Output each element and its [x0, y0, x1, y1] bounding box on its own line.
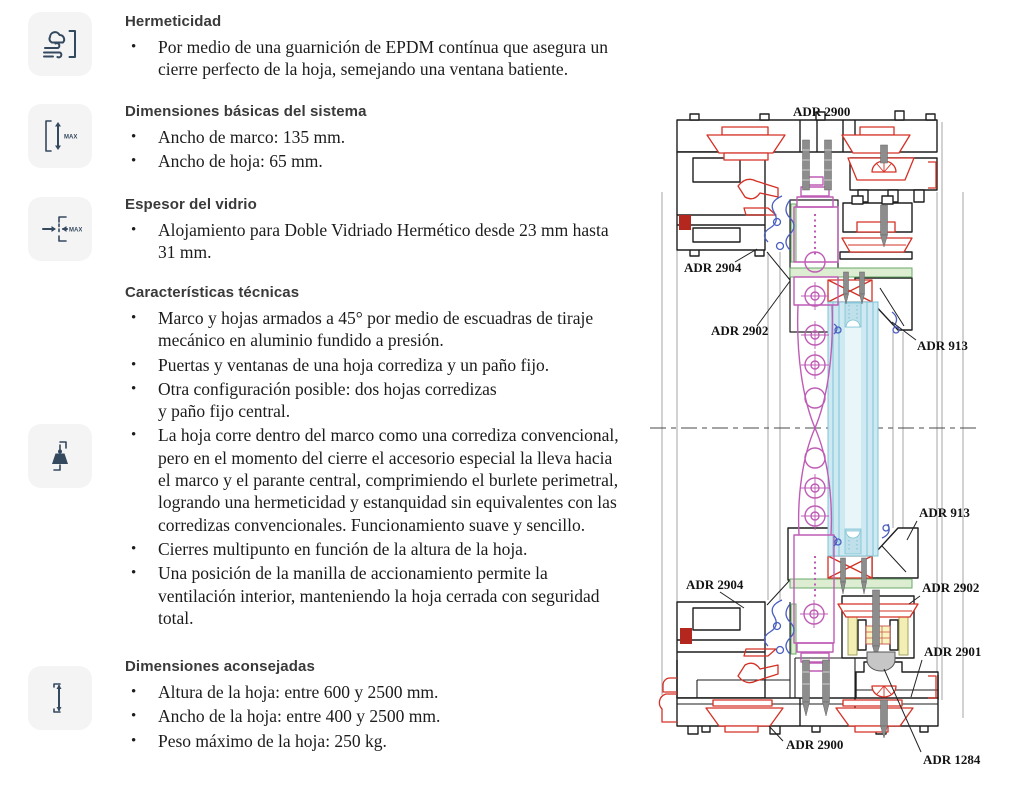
section-title: Espesor del vidrio: [125, 196, 257, 213]
part-label: ADR 2900: [793, 104, 851, 119]
bullet-item: • Una posición de la manilla de accionamiento permite la ventilación interior, manteniendo la hoja cerrada con seguridad total.: [125, 562, 627, 629]
bullet-item: • Cierres multipunto en función de la altura de la hoja.: [125, 538, 627, 560]
section-title: Dimensiones aconsejadas: [125, 658, 315, 675]
bullet-item: • Marco y hojas armados a 45° por medio de escuadras de tiraje mecánico en aluminio fundido a presión.: [125, 307, 627, 352]
section-title: Hermeticidad: [125, 13, 222, 30]
part-label: ADR 2904: [686, 577, 744, 592]
svg-text:MAX: MAX: [64, 134, 78, 141]
bullet-item: • Ancho de marco: 135 mm.: [125, 126, 627, 148]
bullet-item: • Por medio de una guarnición de EPDM contínua que asegura un cierre perfecto de la hoja, semejando una ventana batiente.: [125, 36, 627, 81]
bullet-item: • Peso máximo de la hoja: 250 kg.: [125, 730, 627, 752]
section-title: Dimensiones básicas del sistema: [125, 103, 367, 120]
bullet-item: • Ancho de la hoja: entre 400 y 2500 mm.: [125, 705, 627, 727]
bullet-item: • Ancho de hoja: 65 mm.: [125, 150, 627, 172]
part-label: ADR 913: [919, 505, 970, 520]
part-label: ADR 2901: [924, 644, 982, 659]
bullet-item: • Alojamiento para Doble Vidriado Hermético desde 23 mm hasta 31 mm.: [125, 219, 627, 264]
bullet-item: • Altura de la hoja: entre 600 y 2500 mm.: [125, 681, 627, 703]
part-label: ADR 2902: [711, 323, 769, 338]
bullet-item: • Otra configuración posible: dos hojas corredizas y paño fijo central.: [125, 378, 627, 423]
part-label: ADR 2904: [684, 260, 742, 275]
part-label: ADR 913: [917, 338, 968, 353]
bullet-item: • La hoja corre dentro del marco como una corrediza convencional, pero en el momento del cierre el accesorio especial la lleva hacia el marco y el parante central, comprimiendo el burlete perimetral, logrando una hermeticidad y estanquidad sin equivalentes con las corredizas convencionales. Funcionamiento suave y sencillo.: [125, 424, 627, 535]
part-label: ADR 2900: [786, 737, 844, 752]
part-label: ADR 1284: [923, 752, 981, 767]
roller-wheel-dome: [867, 652, 895, 671]
svg-text:MAX: MAX: [69, 227, 82, 234]
section-title: Características técnicas: [125, 284, 300, 301]
part-label: ADR 2902: [922, 580, 980, 595]
double-glazing-glass: [828, 302, 878, 556]
bullet-item: • Puertas y ventanas de una hoja corrediza y un paño fijo.: [125, 354, 627, 376]
